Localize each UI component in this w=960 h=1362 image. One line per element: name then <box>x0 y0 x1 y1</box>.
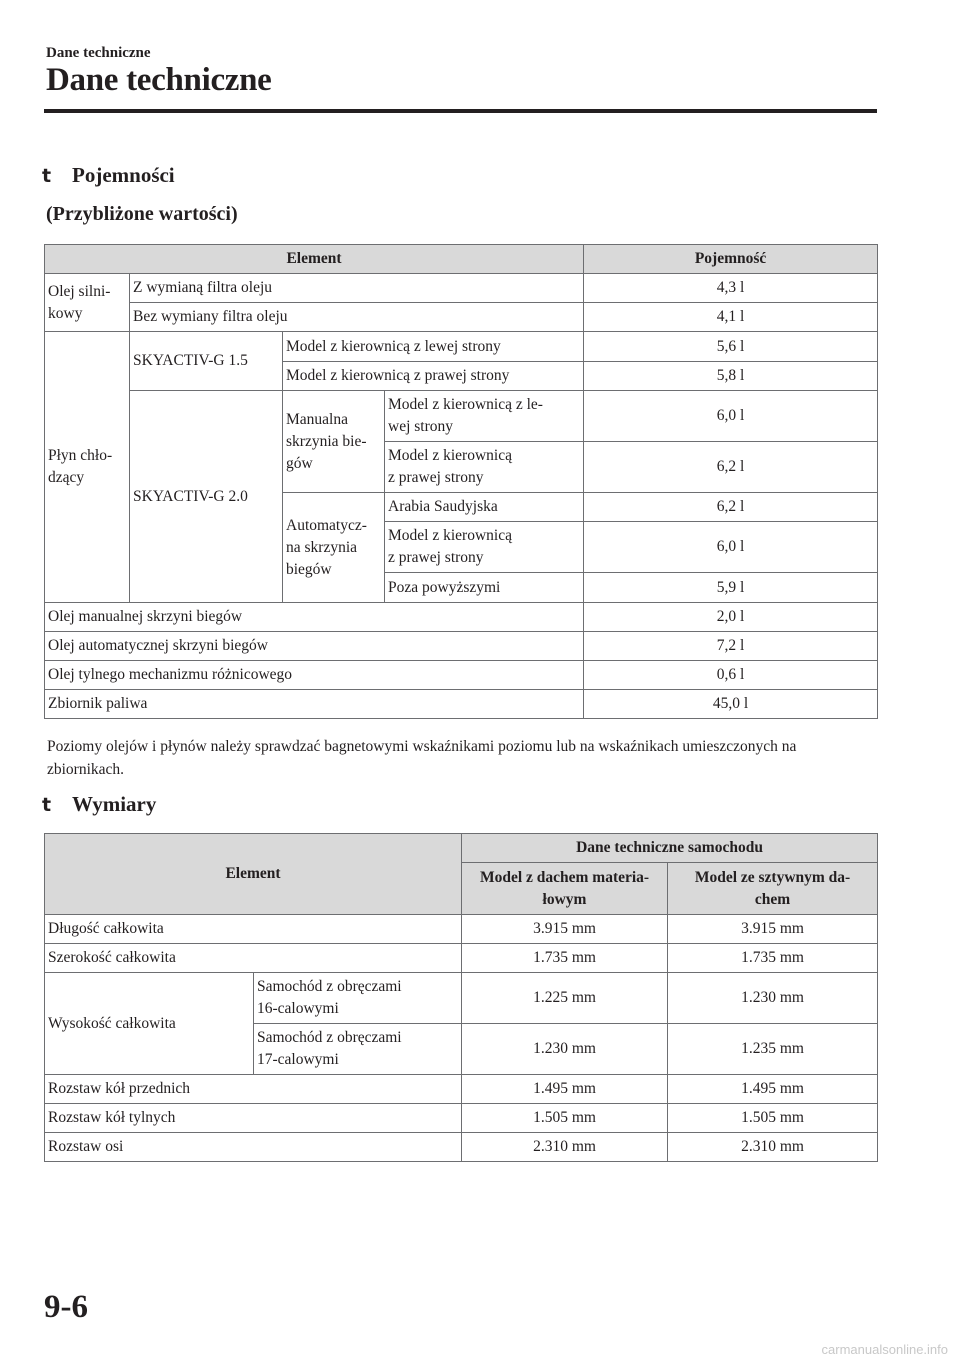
row-label: Zbiornik paliwa <box>45 690 584 719</box>
auto-gearbox-label: Automatycz- na skrzynia biegów <box>283 493 385 603</box>
row-value-hard: 1.735 mm <box>668 944 878 973</box>
row-label: Samochód z obręczami 16-calowymi <box>254 973 462 1024</box>
table-row <box>45 391 878 442</box>
table-row <box>45 915 878 944</box>
table-row <box>45 1075 878 1104</box>
row-label: Model z kierownicą z le- wej strony <box>385 391 584 442</box>
capacities-subheading: (Przybliżone wartości) <box>46 203 238 225</box>
table-row <box>45 944 878 973</box>
row-value-soft: 3.915 mm <box>462 915 668 944</box>
section-marker-icon: t <box>42 164 52 187</box>
row-value-hard: 1.495 mm <box>668 1075 878 1104</box>
row-label: Bez wymiany filtra oleju <box>130 303 584 332</box>
row-value: 7,2 l <box>584 632 878 661</box>
dimensions-heading-text: Wymiary <box>72 792 157 816</box>
col-header-hard-top: Model ze sztywnym da- chem <box>668 863 878 915</box>
table-row <box>45 973 878 1024</box>
row-label: Poza powyższymi <box>385 573 584 603</box>
coolant-label: Płyn chło- dzący <box>45 332 130 603</box>
dimensions-heading <box>42 792 156 817</box>
row-value-hard: 1.505 mm <box>668 1104 878 1133</box>
table-row <box>45 603 878 632</box>
row-value-hard: 3.915 mm <box>668 915 878 944</box>
row-label: Długość całkowita <box>45 915 462 944</box>
col-header-group: Dane techniczne samochodu <box>462 834 878 863</box>
table-header-row <box>45 245 878 274</box>
table-row <box>45 303 878 332</box>
row-value-soft: 1.230 mm <box>462 1024 668 1075</box>
row-value: 4,1 l <box>584 303 878 332</box>
table-header-row <box>45 834 878 863</box>
table-row <box>45 1104 878 1133</box>
row-label: Rozstaw osi <box>45 1133 462 1162</box>
row-value: 6,2 l <box>584 493 878 522</box>
title-rule <box>44 109 877 113</box>
row-label: Szerokość całkowita <box>45 944 462 973</box>
row-value: 4,3 l <box>584 274 878 303</box>
row-value-soft: 1.505 mm <box>462 1104 668 1133</box>
row-value: 6,0 l <box>584 522 878 573</box>
row-value-soft: 2.310 mm <box>462 1133 668 1162</box>
row-value: 6,2 l <box>584 442 878 493</box>
g20-label: SKYACTIV-G 2.0 <box>130 391 283 603</box>
row-value: 5,9 l <box>584 573 878 603</box>
col-header-soft-top: Model z dachem materia- łowym <box>462 863 668 915</box>
dimensions-table <box>44 833 878 1162</box>
row-label: Rozstaw kół przednich <box>45 1075 462 1104</box>
row-label: Olej tylnego mechanizmu różnicowego <box>45 661 584 690</box>
page-number: 9-6 <box>44 1289 88 1325</box>
table-row <box>45 332 878 362</box>
running-head: Dane techniczne <box>46 45 151 61</box>
table-row <box>45 661 878 690</box>
row-value: 2,0 l <box>584 603 878 632</box>
row-label: Olej automatycznej skrzyni biegów <box>45 632 584 661</box>
row-value-soft: 1.495 mm <box>462 1075 668 1104</box>
row-label: Model z kierownicą z prawej strony <box>385 522 584 573</box>
col-header-element: Element <box>45 245 584 274</box>
g15-label: SKYACTIV-G 1.5 <box>130 332 283 391</box>
watermark: carmanualsonline.info <box>821 1342 948 1357</box>
row-label: Arabia Saudyjska <box>385 493 584 522</box>
engine-oil-label: Olej silni- kowy <box>45 274 130 332</box>
height-label: Wysokość całkowita <box>45 973 254 1075</box>
row-label: Samochód z obręczami 17-calowymi <box>254 1024 462 1075</box>
row-value-hard: 1.235 mm <box>668 1024 878 1075</box>
row-value-soft: 1.225 mm <box>462 973 668 1024</box>
row-label: Rozstaw kół tylnych <box>45 1104 462 1133</box>
row-label: Model z kierownicą z lewej strony <box>283 332 584 362</box>
col-header-element: Element <box>45 834 462 915</box>
row-value-hard: 1.230 mm <box>668 973 878 1024</box>
row-value: 5,6 l <box>584 332 878 362</box>
capacities-note: Poziomy olejów i płynów należy sprawdzać bagnetowymi wskaźnikami poziomu lub na wskaźnikach umieszczonych na zbiornikach. <box>47 738 797 778</box>
row-value: 0,6 l <box>584 661 878 690</box>
page-title: Dane techniczne <box>46 62 272 98</box>
table-row <box>45 274 878 303</box>
row-label: Model z kierownicą z prawej strony <box>283 362 584 391</box>
row-value-hard: 2.310 mm <box>668 1133 878 1162</box>
row-label: Model z kierownicą z prawej strony <box>385 442 584 493</box>
col-header-capacity: Pojemność <box>584 245 878 274</box>
manual-gearbox-label: Manualna skrzynia bie- gów <box>283 391 385 493</box>
row-value-soft: 1.735 mm <box>462 944 668 973</box>
capacities-heading-text: Pojemności <box>72 163 175 187</box>
section-marker-icon: t <box>42 793 52 816</box>
capacities-table <box>44 244 878 719</box>
row-value: 6,0 l <box>584 391 878 442</box>
table-row <box>45 690 878 719</box>
row-value: 5,8 l <box>584 362 878 391</box>
row-label: Olej manualnej skrzyni biegów <box>45 603 584 632</box>
table-row <box>45 632 878 661</box>
row-value: 45,0 l <box>584 690 878 719</box>
table-row <box>45 1133 878 1162</box>
capacities-heading <box>42 163 175 188</box>
row-label: Z wymianą filtra oleju <box>130 274 584 303</box>
